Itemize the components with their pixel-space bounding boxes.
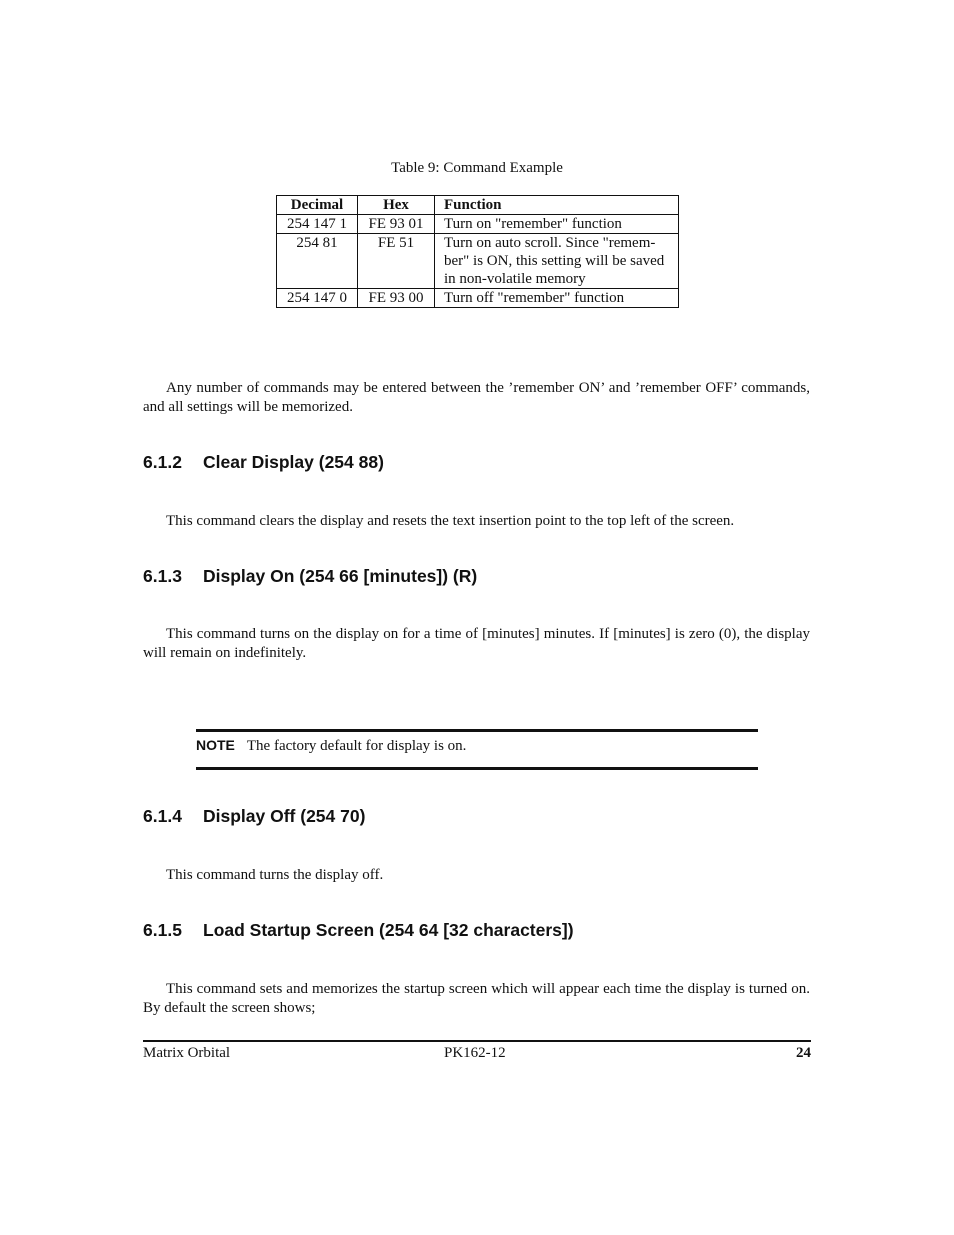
note-box — [196, 737, 466, 755]
section-title: Clear Display (254 88) — [203, 452, 384, 472]
cell-hex: FE 51 — [358, 234, 435, 289]
section-title: Display Off (254 70) — [203, 806, 366, 826]
table-row — [277, 234, 679, 289]
section-heading-display-on — [143, 566, 477, 587]
section-heading-display-off — [143, 806, 365, 827]
footer-company: Matrix Orbital — [143, 1045, 231, 1061]
section-title: Load Startup Screen (254 64 [32 characters]) — [203, 920, 574, 940]
page-number: 24 — [796, 1045, 811, 1061]
cell-hex: FE 93 01 — [358, 215, 435, 234]
section-number: 6.1.3 — [143, 566, 182, 586]
section-title: Display On (254 66 [minutes]) (R) — [203, 566, 478, 586]
paragraph-display-on: This command turns on the display on for a time of [minutes] minutes. If [minutes] is zero (0), the display will remain on indefinitely. — [143, 626, 810, 661]
table-caption: Table 9: Command Example — [391, 160, 563, 176]
section-number: 6.1.4 — [143, 806, 182, 826]
footer-model: PK162-12 — [444, 1045, 506, 1061]
note-label: NOTE — [196, 737, 235, 753]
section-number: 6.1.5 — [143, 920, 182, 940]
cell-hex: FE 93 00 — [358, 289, 435, 308]
cell-function — [435, 234, 679, 289]
cell-decimal: 254 147 1 — [277, 215, 358, 234]
table-row — [277, 289, 679, 308]
paragraph-clear-display: This command clears the display and resets the text insertion point to the top left of the screen. — [166, 513, 735, 529]
paragraph-load-startup-screen: This command sets and memorizes the startup screen which will appear each time the display is turned on. By default the screen shows; — [143, 981, 810, 1016]
note-bottom-rule — [196, 767, 758, 770]
footer-rule — [143, 1040, 811, 1042]
section-number: 6.1.2 — [143, 452, 182, 472]
table-header-row — [277, 196, 679, 215]
cell-function-line: in non-volatile memory — [444, 271, 586, 287]
section-heading-clear-display — [143, 452, 384, 473]
cell-decimal: 254 147 0 — [277, 289, 358, 308]
table-row — [277, 215, 679, 234]
column-header-hex: Hex — [358, 196, 435, 215]
cell-function: Turn off "remember" function — [435, 289, 679, 308]
paragraph-remember: Any number of commands may be entered between the ’remember ON’ and ’remember OFF’ commands, and all settings will be memorized. — [143, 380, 810, 415]
column-header-decimal: Decimal — [277, 196, 358, 215]
cell-function: Turn on "remember" function — [435, 215, 679, 234]
note-top-rule — [196, 729, 758, 732]
cell-function-line: Turn on auto scroll. Since "remem- — [444, 235, 656, 251]
column-header-function: Function — [435, 196, 679, 215]
cell-decimal: 254 81 — [277, 234, 358, 289]
command-example-table — [276, 195, 679, 308]
note-text: The factory default for display is on. — [246, 738, 467, 754]
cell-function-line: ber" is ON, this setting will be saved — [444, 253, 665, 269]
section-heading-load-startup-screen — [143, 920, 574, 941]
paragraph-display-off: This command turns the display off. — [166, 867, 384, 883]
